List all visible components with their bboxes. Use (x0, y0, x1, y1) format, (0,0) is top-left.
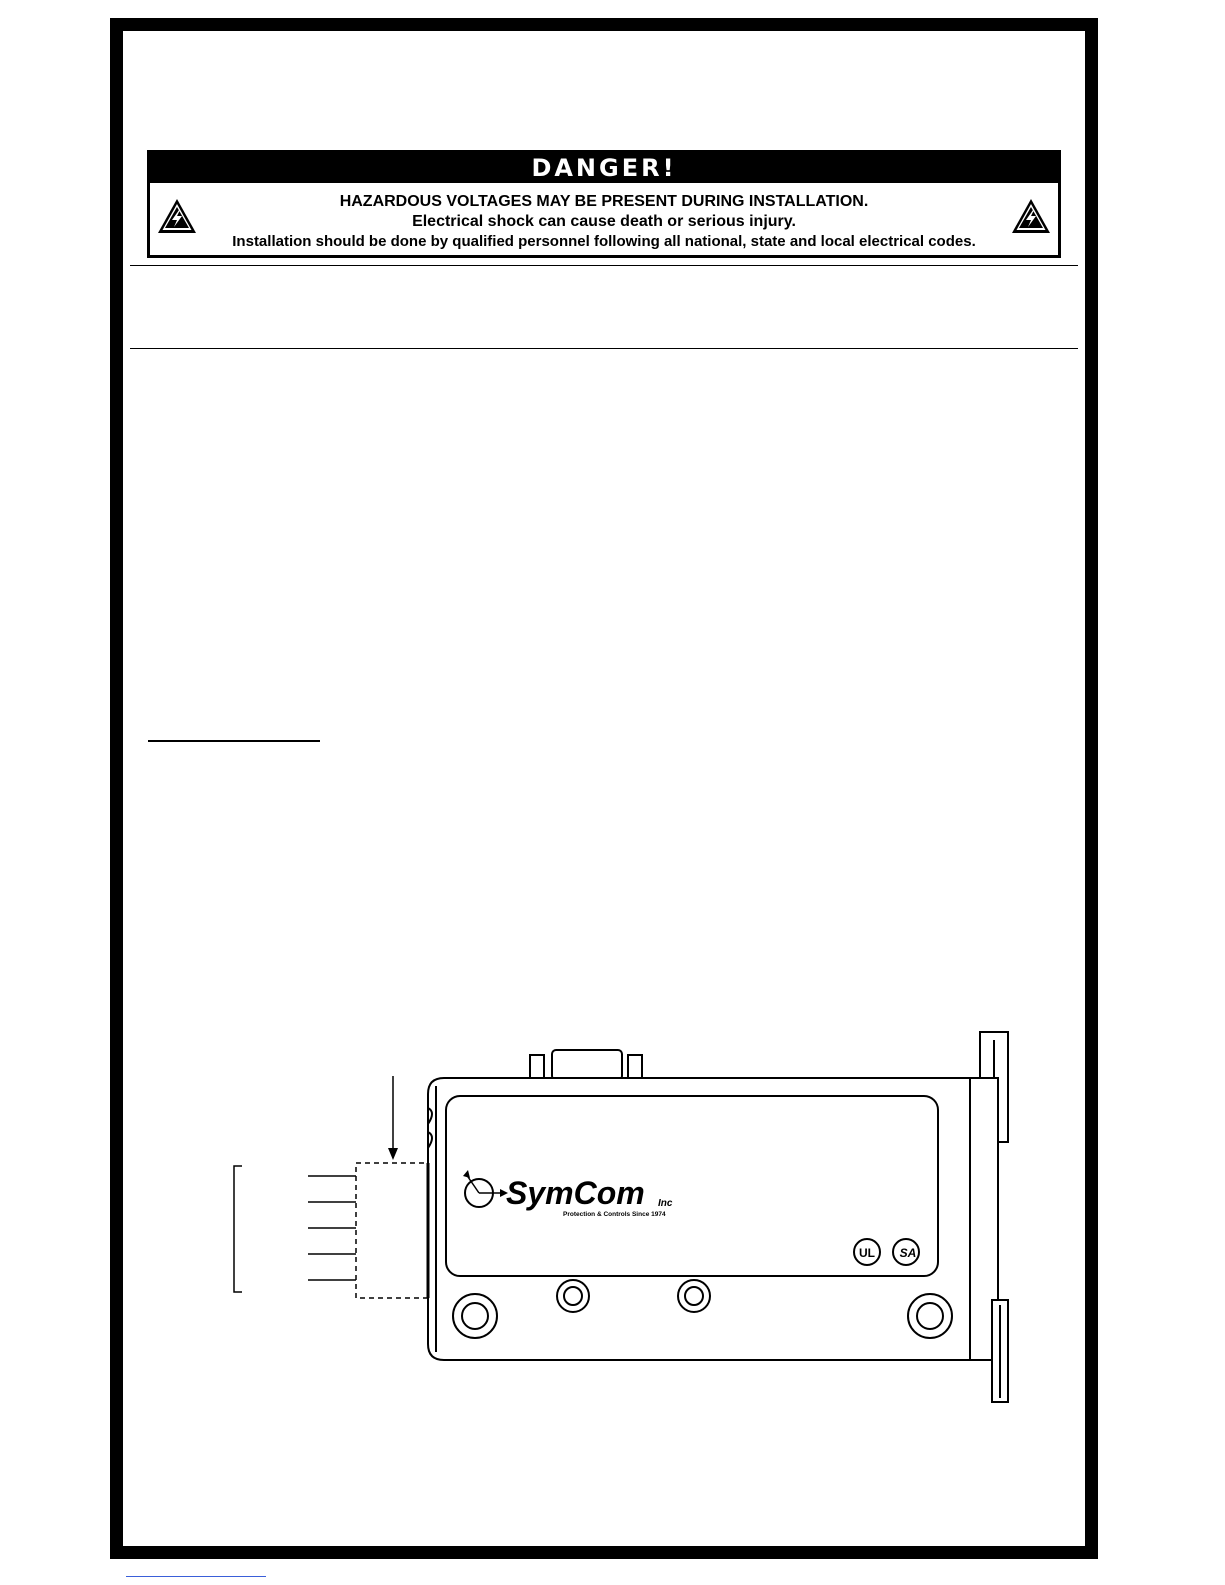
brand-tagline: Protection & Controls Since 1974 (563, 1211, 666, 1218)
terminal-block (234, 1076, 428, 1298)
din-rail-clip (968, 1032, 1008, 1402)
danger-line-shock: Electrical shock can cause death or serious injury. (412, 213, 796, 230)
brand-suffix: Inc (658, 1198, 673, 1209)
link-underline (126, 1576, 266, 1577)
danger-line-installation: Installation should be done by qualified personnel following all national, state and local electrical codes. (232, 233, 976, 250)
brand-name: SymCom (506, 1175, 645, 1211)
svg-text:SA: SA (899, 1246, 917, 1260)
serial-connector (530, 1050, 642, 1080)
pointer-arrow-icon (388, 1148, 398, 1160)
danger-title: DANGER! (150, 153, 1058, 183)
svg-text:UL: UL (859, 1246, 875, 1260)
danger-line-hazard: HAZARDOUS VOLTAGES MAY BE PRESENT DURING INSTALLATION. (339, 193, 869, 210)
